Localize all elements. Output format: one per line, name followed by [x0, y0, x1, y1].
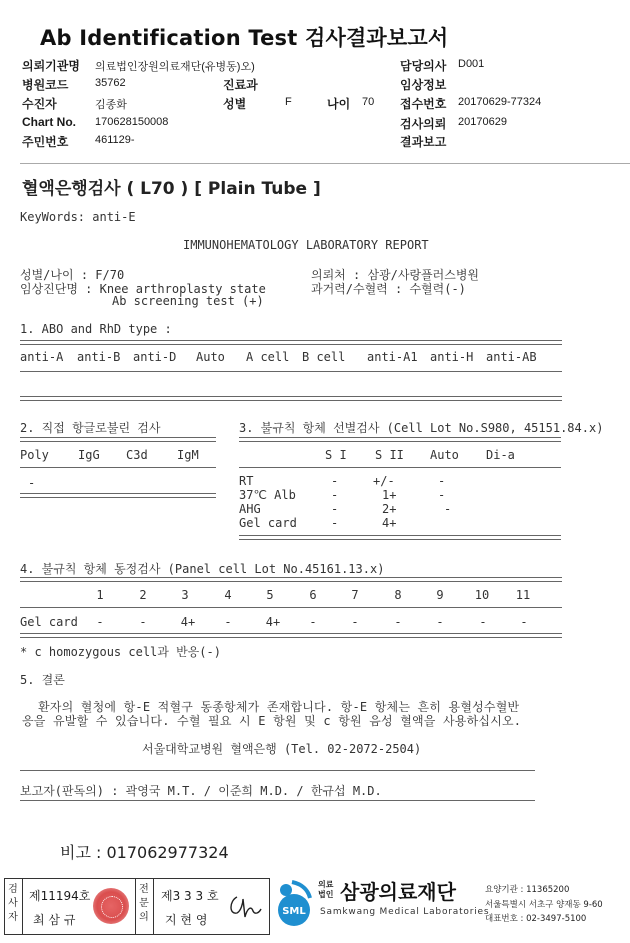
screen-header: S II [375, 448, 404, 462]
abo-header: Auto [196, 350, 225, 364]
signature-divider [153, 879, 154, 934]
abo-top-rule [20, 340, 562, 345]
doctor-value: D001 [458, 58, 485, 70]
blood-bank-title: 혈액은행검사 ( L70 ) [ Plain Tube ] [22, 179, 321, 199]
panel-value: - [224, 615, 232, 629]
chart-value: 170628150008 [95, 116, 169, 128]
panel-number: 9 [436, 588, 444, 602]
abo-header: anti-D [133, 350, 177, 364]
brand-name: 삼광의료재단 [340, 880, 456, 904]
panel-value: - [520, 615, 528, 629]
brand-prefix [318, 880, 333, 900]
org-label: 의뢰기관명 [22, 59, 80, 73]
panel-value: - [436, 615, 444, 629]
panel-row-label: Gel card [20, 615, 78, 629]
sex-label: 성별 [223, 97, 247, 111]
specialist-signature-icon [225, 889, 265, 923]
sex-age-line: 성별/나이 : F/70 [20, 268, 125, 282]
id-value: 461129- [95, 134, 135, 146]
hospital-line: 서울대학교병원 혈액은행 (Tel. 02-2072-2504) [142, 742, 422, 756]
screen-bottom-rule [239, 535, 561, 540]
dat-top-rule [20, 437, 216, 442]
company-phone: 대표번호 : 02-3497-5100 [485, 914, 587, 924]
company-address: 서울특별시 서초구 양재동 9-60 [485, 900, 603, 910]
panel-value: - [139, 615, 147, 629]
dat-header: IgG [78, 448, 100, 462]
section-panel-title: 4. 불규칙 항체 동정검사 (Panel cell Lot No.45161.13.x) [20, 562, 385, 576]
screen-row-label: AHG [239, 502, 261, 516]
report-title: Ab Identification Test 검사결과보고서 [40, 26, 449, 50]
abo-header: anti-B [77, 350, 121, 364]
screen-row-label: 37℃ Alb [239, 488, 296, 502]
screen-cell: - [331, 516, 339, 530]
seal-stamp-icon [93, 888, 129, 924]
request-value: 20170629 [458, 116, 507, 128]
screen-cell: - [444, 502, 452, 516]
conclusion-line-1: 환자의 혈청에 항-E 적혈구 동종항체가 존재합니다. 항-E 항체는 흔히 용혈성수혈반 [38, 700, 520, 714]
header-divider [20, 163, 630, 164]
screen-row-label: RT [239, 474, 254, 488]
screen-cell: - [331, 488, 339, 502]
section-dat-title: 2. 직접 항글로불린 검사 [20, 421, 161, 435]
panel-value: - [96, 615, 104, 629]
age-value: 70 [362, 96, 375, 108]
request-label: 검사의뢰 [400, 117, 447, 131]
examiner-label [5, 883, 21, 925]
specialist-label-char: 전 [139, 884, 149, 895]
panel-value: 4+ [180, 615, 196, 629]
code-value: 35762 [95, 77, 126, 89]
screen-cell: +/- [373, 474, 395, 488]
panel-number: 7 [351, 588, 359, 602]
screen-mid-rule [239, 467, 561, 468]
panel-value: - [351, 615, 359, 629]
abo-header: anti-A [20, 350, 64, 364]
patient-value: 김종화 [95, 99, 127, 111]
examiner-label-char: 사 [8, 898, 18, 909]
specialist-name: 지 현 영 [165, 913, 208, 927]
screen-row-label: Gel card [239, 516, 297, 530]
result-label: 결과보고 [400, 135, 447, 149]
sex-value: F [285, 96, 292, 108]
code-label: 병원코드 [22, 78, 69, 92]
screen-header: S I [325, 448, 347, 462]
section-abo-title: 1. ABO and RhD type : [20, 322, 172, 336]
panel-number: 10 [474, 588, 490, 602]
panel-number: 6 [309, 588, 317, 602]
patient-label: 수진자 [22, 97, 57, 111]
screen-header: Auto [430, 448, 459, 462]
panel-value: - [479, 615, 487, 629]
panel-mid-rule [20, 607, 562, 608]
panel-value: - [309, 615, 317, 629]
license-number: 요양기관 : 11365200 [485, 885, 570, 895]
section-conclusion-title: 5. 결론 [20, 673, 65, 687]
panel-value: - [394, 615, 402, 629]
panel-top-rule [20, 577, 562, 582]
abo-header: anti-AB [486, 350, 537, 364]
age-label: 나이 [327, 97, 351, 111]
abo-mid-rule [20, 371, 562, 372]
panel-number: 1 [96, 588, 104, 602]
specialist-label-char: 문 [139, 898, 149, 909]
examiner-name: 최 삼 규 [33, 913, 76, 927]
logo-text: SML [282, 906, 306, 917]
reception-value: 20170629-77324 [458, 96, 542, 108]
abo-header: A cell [246, 350, 290, 364]
panel-number: 8 [394, 588, 402, 602]
dat-mid-rule [20, 467, 216, 468]
specialist-number: 제3 3 3 호 [161, 889, 219, 903]
screen-cell: 4+ [382, 516, 397, 530]
screen-cell: - [438, 488, 446, 502]
brand-prefix-line: 법인 [318, 890, 334, 899]
dat-value: - [28, 476, 36, 490]
panel-bottom-rule [20, 633, 562, 638]
abo-header: anti-A1 [367, 350, 418, 364]
id-label: 주민번호 [22, 135, 69, 149]
reception-label: 접수번호 [400, 97, 447, 111]
panel-number: 3 [181, 588, 189, 602]
clinical-label: 임상정보 [400, 78, 447, 92]
signature-box [4, 878, 270, 935]
screen-cell: 2+ [382, 502, 397, 516]
brand-prefix-line: 의료 [318, 880, 334, 889]
panel-number: 2 [139, 588, 147, 602]
keywords: KeyWords: anti-E [20, 210, 136, 224]
abo-header: B cell [302, 350, 346, 364]
brand-english-name: Samkwang Medical Laboratories [320, 907, 490, 917]
org-value: 의료법인장원의료재단(유병동)오) [95, 61, 255, 73]
abo-bottom-rule [20, 396, 562, 401]
screen-top-rule [239, 437, 561, 442]
panel-number: 5 [266, 588, 274, 602]
panel-number: 11 [515, 588, 531, 602]
doctor-label: 담당의사 [400, 59, 447, 73]
section-screen-title: 3. 불규칙 항체 선별검사 (Cell Lot No.S980, 45151.84.x) [239, 421, 604, 435]
panel-note: * c homozygous cell과 반응(-) [20, 645, 221, 659]
specialist-label-char: 의 [139, 912, 149, 923]
reporter-line: 보고자(판독의) : 곽영국 M.T. / 이준희 M.D. / 한규섭 M.D. [20, 784, 382, 798]
examiner-number: 제11194호 [29, 889, 91, 903]
conclusion-line-2: 응을 유발할 수 있습니다. 수혈 필요 시 E 항원 및 c 항원 음성 혈액을 사용하십시오. [22, 714, 522, 728]
panel-value: 4+ [265, 615, 281, 629]
dat-bottom-rule [20, 493, 216, 498]
screen-cell: 1+ [382, 488, 397, 502]
referrer-line: 의뢰처 : 삼광/사랑플러스병원 [311, 268, 480, 282]
signature-divider [22, 879, 23, 934]
dept-label: 진료과 [223, 78, 258, 92]
reporter-top-rule [20, 770, 535, 771]
panel-number: 4 [224, 588, 232, 602]
screen-header: Di-a [486, 448, 515, 462]
dat-header: Poly [20, 448, 49, 462]
sml-logo-icon [272, 880, 316, 928]
history-line: 과거력/수혈력 : 수혈력(-) [311, 282, 466, 296]
remark-line: 비고 : 017062977324 [60, 843, 229, 862]
lab-report-title: IMMUNOHEMATOLOGY LABORATORY REPORT [183, 238, 429, 252]
diagnosis-line-2: Ab screening test (+) [112, 294, 264, 308]
screen-cell: - [331, 502, 339, 516]
diagnosis-line: 임상진단명 : Knee arthroplasty state [20, 282, 266, 296]
specialist-label [136, 883, 152, 925]
screen-cell: - [331, 474, 339, 488]
examiner-label-char: 검 [8, 884, 18, 895]
dat-header: C3d [126, 448, 148, 462]
dat-header: IgM [177, 448, 199, 462]
screen-cell: - [438, 474, 446, 488]
reporter-bottom-rule [20, 800, 535, 801]
examiner-label-char: 자 [8, 912, 18, 923]
chart-label: Chart No. [22, 115, 76, 129]
abo-header: anti-H [430, 350, 474, 364]
